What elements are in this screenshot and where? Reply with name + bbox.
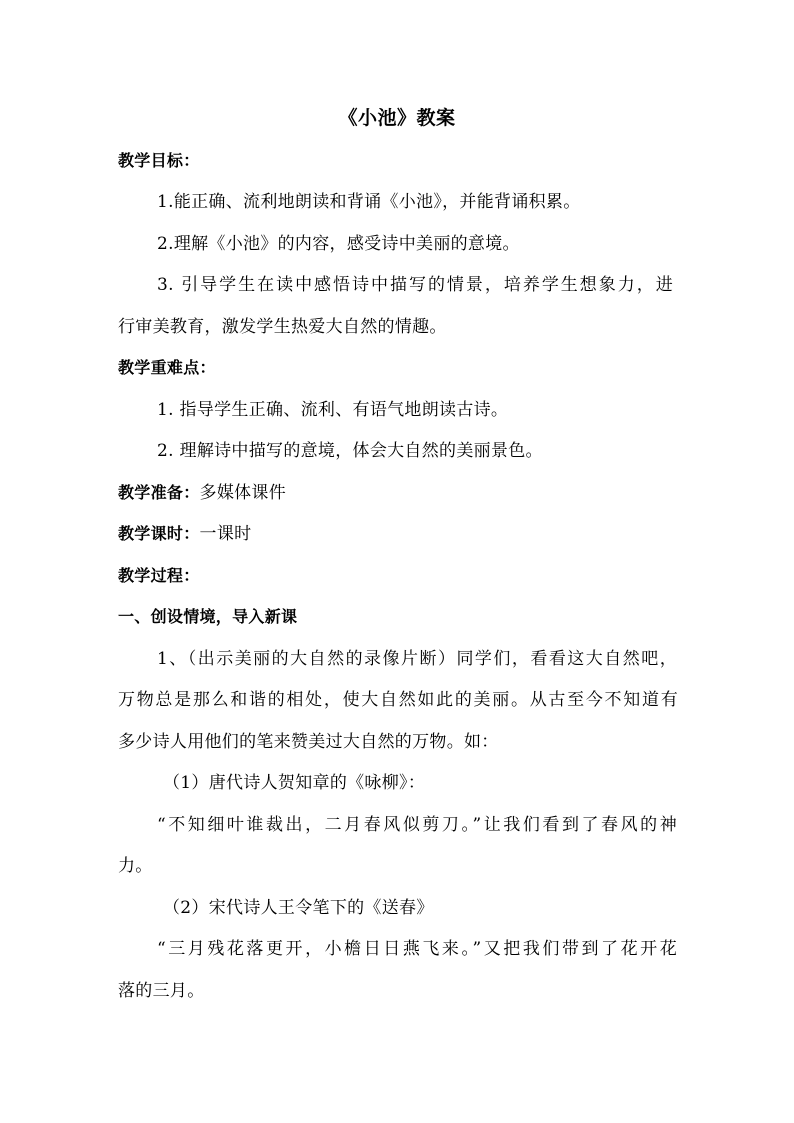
section1-paragraph-line-1: 1、（出示美丽的大自然的录像片断）同学们，看看这大自然吧， [157,649,677,669]
keypoint-item-2: 2. 理解诗中描写的意境，体会大自然的美丽景色。 [157,441,543,461]
process-heading: 教学过程： [118,566,200,585]
document-title: 《小池》教案 [338,107,456,129]
prep-label: 教学准备： [118,483,200,502]
poem1-quote-line-1: “不知细叶谁裁出，二月春风似剪刀。”让我们看到了春风的神 [157,815,677,835]
goal-item-1: 1.能正确、流利地朗读和背诵《小池》，并能背诵积累。 [157,192,581,212]
hours-label: 教学课时： [118,524,200,543]
hours-value: 一课时 [199,524,252,544]
section1-heading: 一、创设情境，导入新课 [118,607,298,626]
poem2-intro: （2）宋代诗人王令笔下的《送春》 [163,898,434,918]
keypoint-item-1: 1. 指导学生正确、流利、有语气地朗读古诗。 [157,400,509,420]
poem1-quote-line-2: 力。 [118,856,153,876]
goals-heading: 教学目标： [118,151,200,170]
prep-line [118,478,678,508]
goal-item-3-line-1: 3. 引导学生在读中感悟诗中描写的情景，培养学生想象力，进 [157,275,673,295]
goal-item-2: 2.理解《小池》的内容，感受诗中美丽的意境。 [157,234,520,254]
goal-item-3-line-2: 行审美教育，激发学生热爱大自然的情趣。 [118,317,447,337]
prep-value: 多媒体课件 [199,483,287,503]
section1-paragraph-line-2: 万物总是那么和谐的相处，使大自然如此的美丽。从古至今不知道有 [118,690,678,710]
poem2-quote-line-2: 落的三月。 [118,981,205,1001]
poem1-intro: （1）唐代诗人贺知章的《咏柳》： [163,773,426,793]
keypoints-heading: 教学重难点： [118,358,216,377]
hours-line [118,519,678,549]
section1-paragraph-line-3: 多少诗人用他们的笔来赞美过大自然的万物。如： [118,732,499,752]
poem2-quote-line-1: “三月残花落更开，小檐日日燕飞来。”又把我们带到了花开花 [157,939,677,959]
